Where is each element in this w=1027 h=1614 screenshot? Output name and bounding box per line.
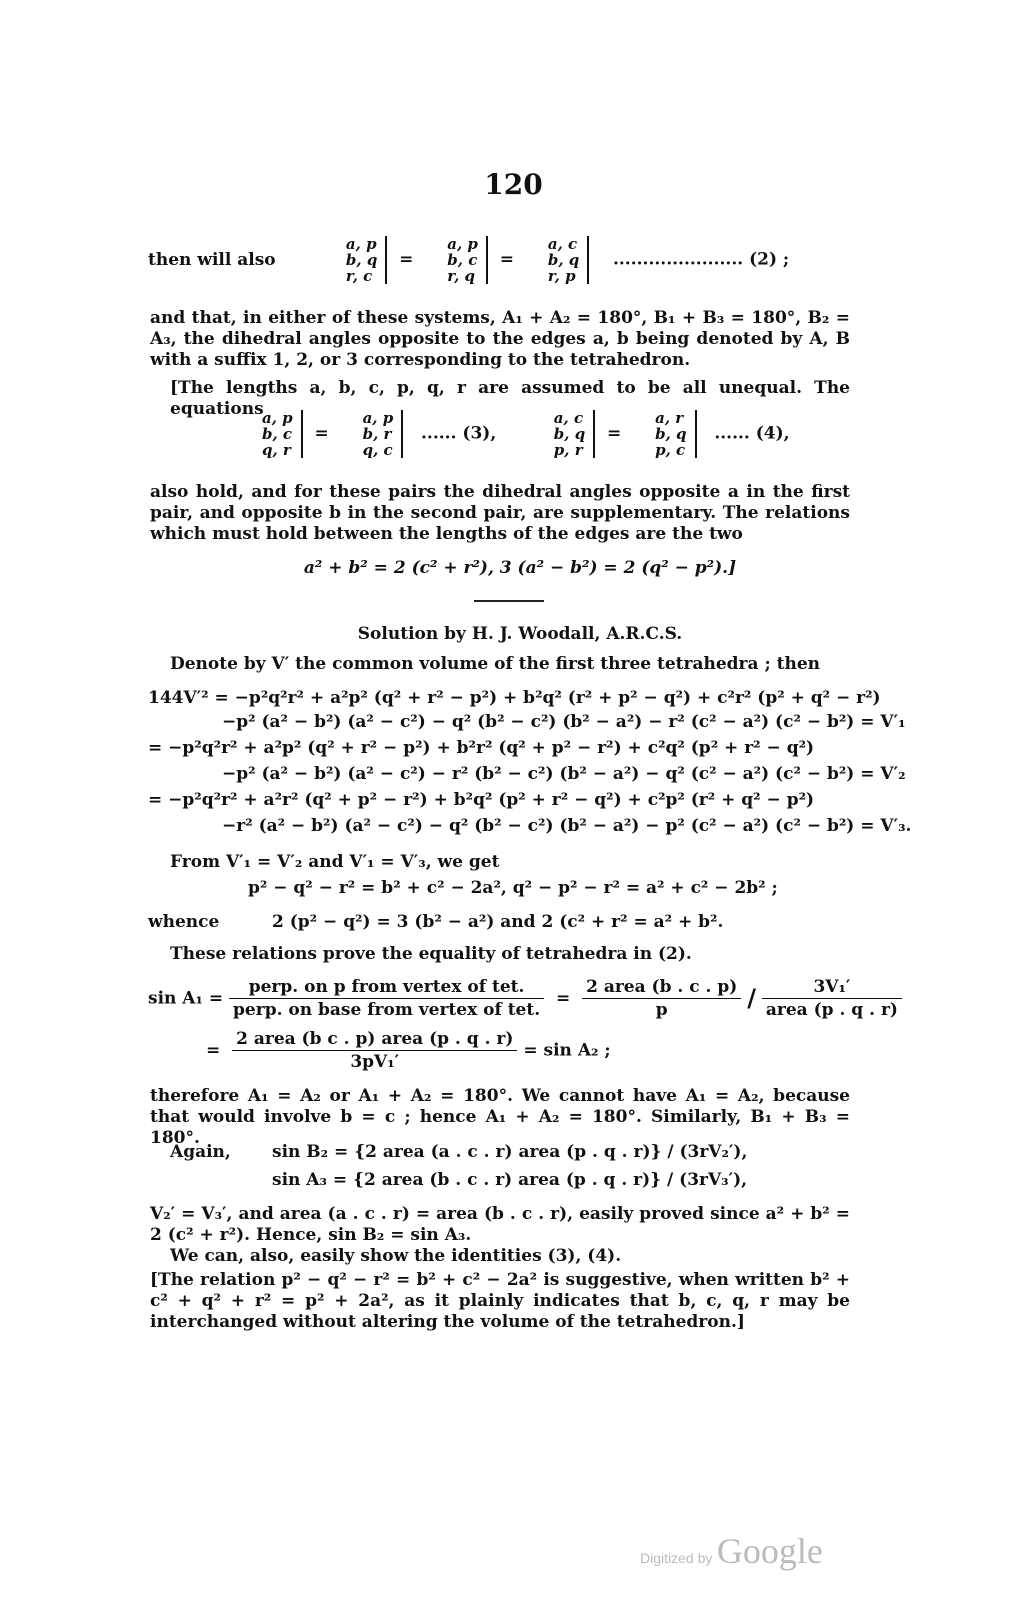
paragraph: [The lengths a, b, c, p, q, r are assumed to be all unequal. The equations — [170, 378, 850, 419]
determinant: a, r b, q p, c — [633, 410, 696, 458]
equation: sin B₂ = {2 area (a . c . r) area (p . q . r)} / (3rV₂′), — [272, 1142, 748, 1162]
whence-label: whence — [148, 912, 220, 932]
equation: p² − q² − r² = b² + c² − 2a², q² − p² − r² = a² + c² − 2b² ; — [248, 878, 778, 898]
paragraph: therefore A₁ = A₂ or A₁ + A₂ = 180°. We cannot have A₁ = A₂, because that would involve b = c ; hence A₁ + A₂ = 180°. Similarly, B₁ + B₃ = 180°. — [150, 1086, 850, 1148]
volume-line: −r² (a² − b²) (a² − c²) − q² (b² − c²) (b² − a²) − p² (c² − a²) (c² − b²) = V′₃. — [222, 816, 912, 836]
sin-a1-equation: sin A₁ = $\frac{\text{perp. on p from vertex of tet.}}{\text{perp. on base from vertex of tet.}}$ = $\frac{\text{2 area (b . c . p)}}{p}$ / $\frac{\text{3V₁′}}{\text{area (p . q . r)}}$ — [148, 976, 902, 1021]
paragraph: Denote by V′ the common volume of the first three tetrahedra ; then — [170, 654, 821, 674]
equation: a² + b² = 2 (c² + r²), 3 (a² − b²) = 2 (q² − p²).] — [303, 558, 737, 578]
equation: sin A₃ = {2 area (b . c . r) area (p . q . r)} / (3rV₃′), — [272, 1170, 748, 1190]
determinant: a, p b, c r, q — [425, 236, 488, 284]
lhs: sin A₁ = — [148, 988, 224, 1009]
determinant: a, p b, r q, c — [341, 410, 404, 458]
determinant: a, p b, q r, c — [324, 236, 387, 284]
determinant: a, p b, c q, r — [240, 410, 303, 458]
volume-line: −p² (a² − b²) (a² − c²) − q² (b² − c²) (b² − a²) − r² (c² − a²) (c² − b²) = V′₁ — [222, 712, 906, 732]
watermark: Digitized by Google — [640, 1531, 823, 1571]
equation: 2 (p² − q²) = 3 (b² − a²) and 2 (c² + r² = a² + b². — [272, 912, 724, 932]
fraction: $\frac{\text{2 area (b . c . p)}}{p}$ — [582, 976, 741, 1021]
equation-2-row: then will also a, p b, q r, c = a, p b, c r, q = a, c b, q r, p ...................... (2) ; — [148, 235, 790, 285]
equation-tag: ...... (4), — [714, 423, 790, 444]
paragraph: and that, in either of these systems, A₁ + A₂ = 180°, B₁ + B₃ = 180°, B₂ = A₃, the dihedral angles opposite to the edges a, b being denoted by A, B with a suffix 1, 2, or 3 corresponding to the tetrahedron. — [150, 308, 850, 370]
equation-3-4-row: a, p b, c q, r = a, p b, r q, c ...... (3), a, c b, q p, r = a, r b, q p, c ...... (4), — [240, 410, 790, 458]
page-number: 120 — [484, 168, 543, 201]
fraction: $\frac{\text{perp. on p from vertex of tet.}}{\text{perp. on base from vertex of tet.}}$ — [229, 976, 544, 1021]
volume-line: = −p²q²r² + a²r² (q² + p² − r²) + b²q² (p² + r² − q²) + c²p² (r² + q² − p²) — [148, 790, 815, 810]
sin-a2-equation: = $\frac{\text{2 area (b c . p) area (p . q . r)}}{\text{3pV₁′}}$ = sin A₂ ; — [206, 1029, 611, 1072]
lead-text: then will also — [148, 249, 276, 270]
volume-line: 144V′² = −p²q²r² + a²p² (q² + r² − p²) + b²q² (r² + p² − q²) + c²r² (p² + q² − r²) — [148, 688, 881, 708]
paragraph: [The relation p² − q² − r² = b² + c² − 2a² is suggestive, when written b² + c² + q² + r² = p² + 2a², as it plainly indicates that b, c, q, r may be interchanged without altering the volume of the tetrahedron.] — [150, 1270, 850, 1332]
equation-tag: ...................... (2) ; — [612, 249, 790, 270]
fraction: $\frac{\text{3V₁′}}{\text{area (p . q . r)}}$ — [762, 976, 902, 1021]
fraction: $\frac{\text{2 area (b c . p) area (p . q . r)}}{\text{3pV₁′}}$ — [232, 1028, 517, 1073]
again-label: Again, — [170, 1142, 231, 1162]
solution-heading: Solution by H. J. Woodall, A.R.C.S. — [357, 624, 683, 644]
paragraph: V₂′ = V₃′, and area (a . c . r) = area (b . c . r), easily proved since a² + b² = 2 (c² + r²). Hence, sin B₂ = sin A₃. — [150, 1204, 850, 1245]
volume-line: = −p²q²r² + a²p² (q² + r² − p²) + b²r² (q² + p² − r²) + c²q² (p² + r² − q²) — [148, 738, 815, 758]
determinant: a, c b, q p, r — [532, 410, 595, 458]
paragraph: These relations prove the equality of tetrahedra in (2). — [170, 944, 692, 964]
google-logo: Google — [716, 1531, 823, 1571]
divider — [474, 600, 544, 602]
equation-tag: ...... (3), — [421, 423, 497, 444]
paragraph: We can, also, easily show the identities (3), (4). — [170, 1246, 622, 1266]
paragraph: also hold, and for these pairs the dihedral angles opposite a in the first pair, and opposite b in the second pair, are supplementary. The relations which must hold between the lengths of the edges are the two — [150, 482, 850, 544]
volume-line: −p² (a² − b²) (a² − c²) − r² (b² − c²) (b² − a²) − q² (c² − a²) (c² − b²) = V′₂ — [222, 764, 906, 784]
from-line: From V′₁ = V′₂ and V′₁ = V′₃, we get — [170, 852, 500, 872]
determinant: a, c b, q r, p — [526, 236, 589, 284]
